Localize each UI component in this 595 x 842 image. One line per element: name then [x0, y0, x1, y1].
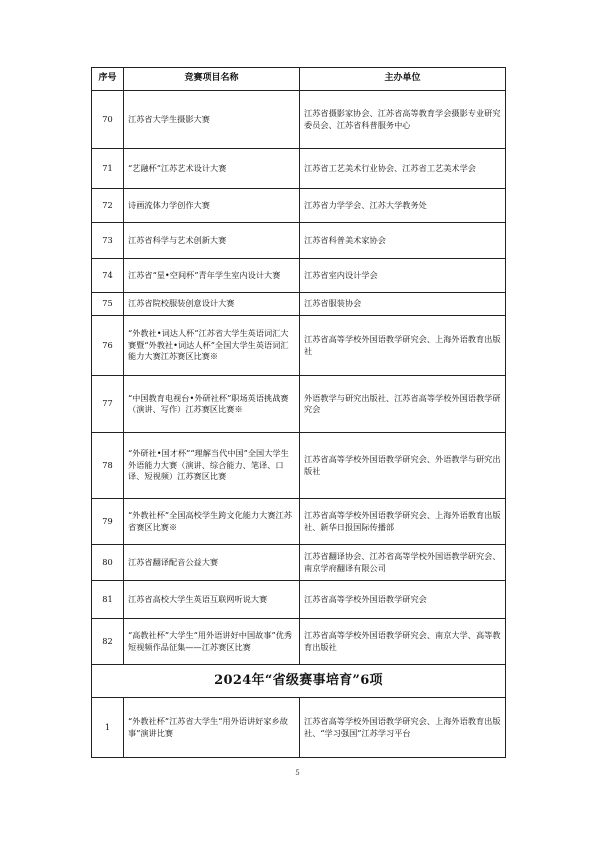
table-row — [92, 91, 506, 149]
table-row — [92, 619, 506, 665]
table-row — [92, 433, 506, 499]
row-org: 江苏省室内设计学会 — [300, 259, 506, 293]
row-name: “高教社杯”大学生“用外语讲好中国故事”优秀短视频作品征集——江苏赛区比赛 — [124, 619, 300, 665]
row-name: “中国教育电视台•外研社杯”职场英语挑战赛（演讲、写作）江苏赛区比赛※ — [124, 376, 300, 433]
row-no: 82 — [92, 619, 124, 665]
row-name: “艺融杯”江苏艺术设计大赛 — [124, 149, 300, 189]
row-name: 江苏省大学生摄影大赛 — [124, 91, 300, 149]
row-no: 74 — [92, 259, 124, 293]
competition-table — [91, 67, 506, 758]
row-org: 江苏省服装协会 — [300, 293, 506, 316]
row-name: 诗画流体力学创作大赛 — [124, 189, 300, 223]
row-name: 江苏省高校大学生英语互联网听说大赛 — [124, 581, 300, 619]
table-row — [92, 698, 506, 758]
table-row — [92, 376, 506, 433]
row-org: 江苏省高等学校外国语教学研究会、上海外语教育出版社、“学习强国”江苏学习平台 — [300, 698, 506, 758]
row-org: 江苏省高等学校外国语教学研究会、南京大学、高等教育出版社 — [300, 619, 506, 665]
row-org: 江苏省摄影家协会、江苏省高等教育学会摄影专业研究委员会、江苏省科普服务中心 — [300, 91, 506, 149]
table-header-row — [92, 68, 506, 91]
table-row — [92, 545, 506, 581]
page-number: 5 — [295, 769, 300, 777]
row-no: 77 — [92, 376, 124, 433]
row-no: 80 — [92, 545, 124, 581]
row-org: 江苏省高等学校外国语教学研究会、上海外语教育出版社 — [300, 316, 506, 376]
table-row — [92, 259, 506, 293]
row-name: “外教社杯”全国高校学生跨文化能力大赛江苏省赛区比赛※ — [124, 499, 300, 545]
row-org: 外语教学与研究出版社、江苏省高等学校外国语教学研究会 — [300, 376, 506, 433]
table-row — [92, 316, 506, 376]
table-row — [92, 223, 506, 259]
row-name: “外教社杯”江苏省大学生“用外语讲好家乡故事”演讲比赛 — [124, 698, 300, 758]
table-row — [92, 149, 506, 189]
section-heading-row — [92, 665, 506, 698]
row-no: 75 — [92, 293, 124, 316]
row-no: 70 — [92, 91, 124, 149]
row-no: 76 — [92, 316, 124, 376]
row-no: 71 — [92, 149, 124, 189]
row-org: 江苏省力学学会、江苏大学教务处 — [300, 189, 506, 223]
header-name: 竞赛项目名称 — [124, 68, 300, 91]
row-org: 江苏省翻译协会、江苏省高等学校外国语教学研究会、南京学府翻译有限公司 — [300, 545, 506, 581]
table-row — [92, 581, 506, 619]
table-row — [92, 293, 506, 316]
row-name: “外研社•国才杯”“理解当代中国”全国大学生外语能力大赛（演讲、综合能力、笔译、口译、短视频）江苏赛区比赛 — [124, 433, 300, 499]
row-no: 79 — [92, 499, 124, 545]
row-no: 73 — [92, 223, 124, 259]
row-name: 江苏省科学与艺术创新大赛 — [124, 223, 300, 259]
table-row — [92, 189, 506, 223]
row-no: 81 — [92, 581, 124, 619]
row-no: 72 — [92, 189, 124, 223]
row-org: 江苏省科普美术家协会 — [300, 223, 506, 259]
header-no: 序号 — [92, 68, 124, 91]
table-row — [92, 499, 506, 545]
section-title: 2024年“省级赛事培育”6项 — [92, 665, 506, 698]
row-org: 江苏省高等学校外国语教学研究会 — [300, 581, 506, 619]
row-no: 1 — [92, 698, 124, 758]
row-name: 江苏省“星•空间杯”青年学生室内设计大赛 — [124, 259, 300, 293]
row-name: 江苏省翻译配音公益大赛 — [124, 545, 300, 581]
row-name: 江苏省院校服装创意设计大赛 — [124, 293, 300, 316]
row-name: “外教社•词达人杯”江苏省大学生英语词汇大赛暨“外教社•词达人杯”全国大学生英语词汇能力大赛江苏赛区比赛※ — [124, 316, 300, 376]
row-org: 江苏省高等学校外国语教学研究会、上海外语教育出版社、新华日报国际传播部 — [300, 499, 506, 545]
row-org: 江苏省工艺美术行业协会、江苏省工艺美术学会 — [300, 149, 506, 189]
row-no: 78 — [92, 433, 124, 499]
row-org: 江苏省高等学校外国语教学研究会、外语教学与研究出版社 — [300, 433, 506, 499]
header-org: 主办单位 — [300, 68, 506, 91]
